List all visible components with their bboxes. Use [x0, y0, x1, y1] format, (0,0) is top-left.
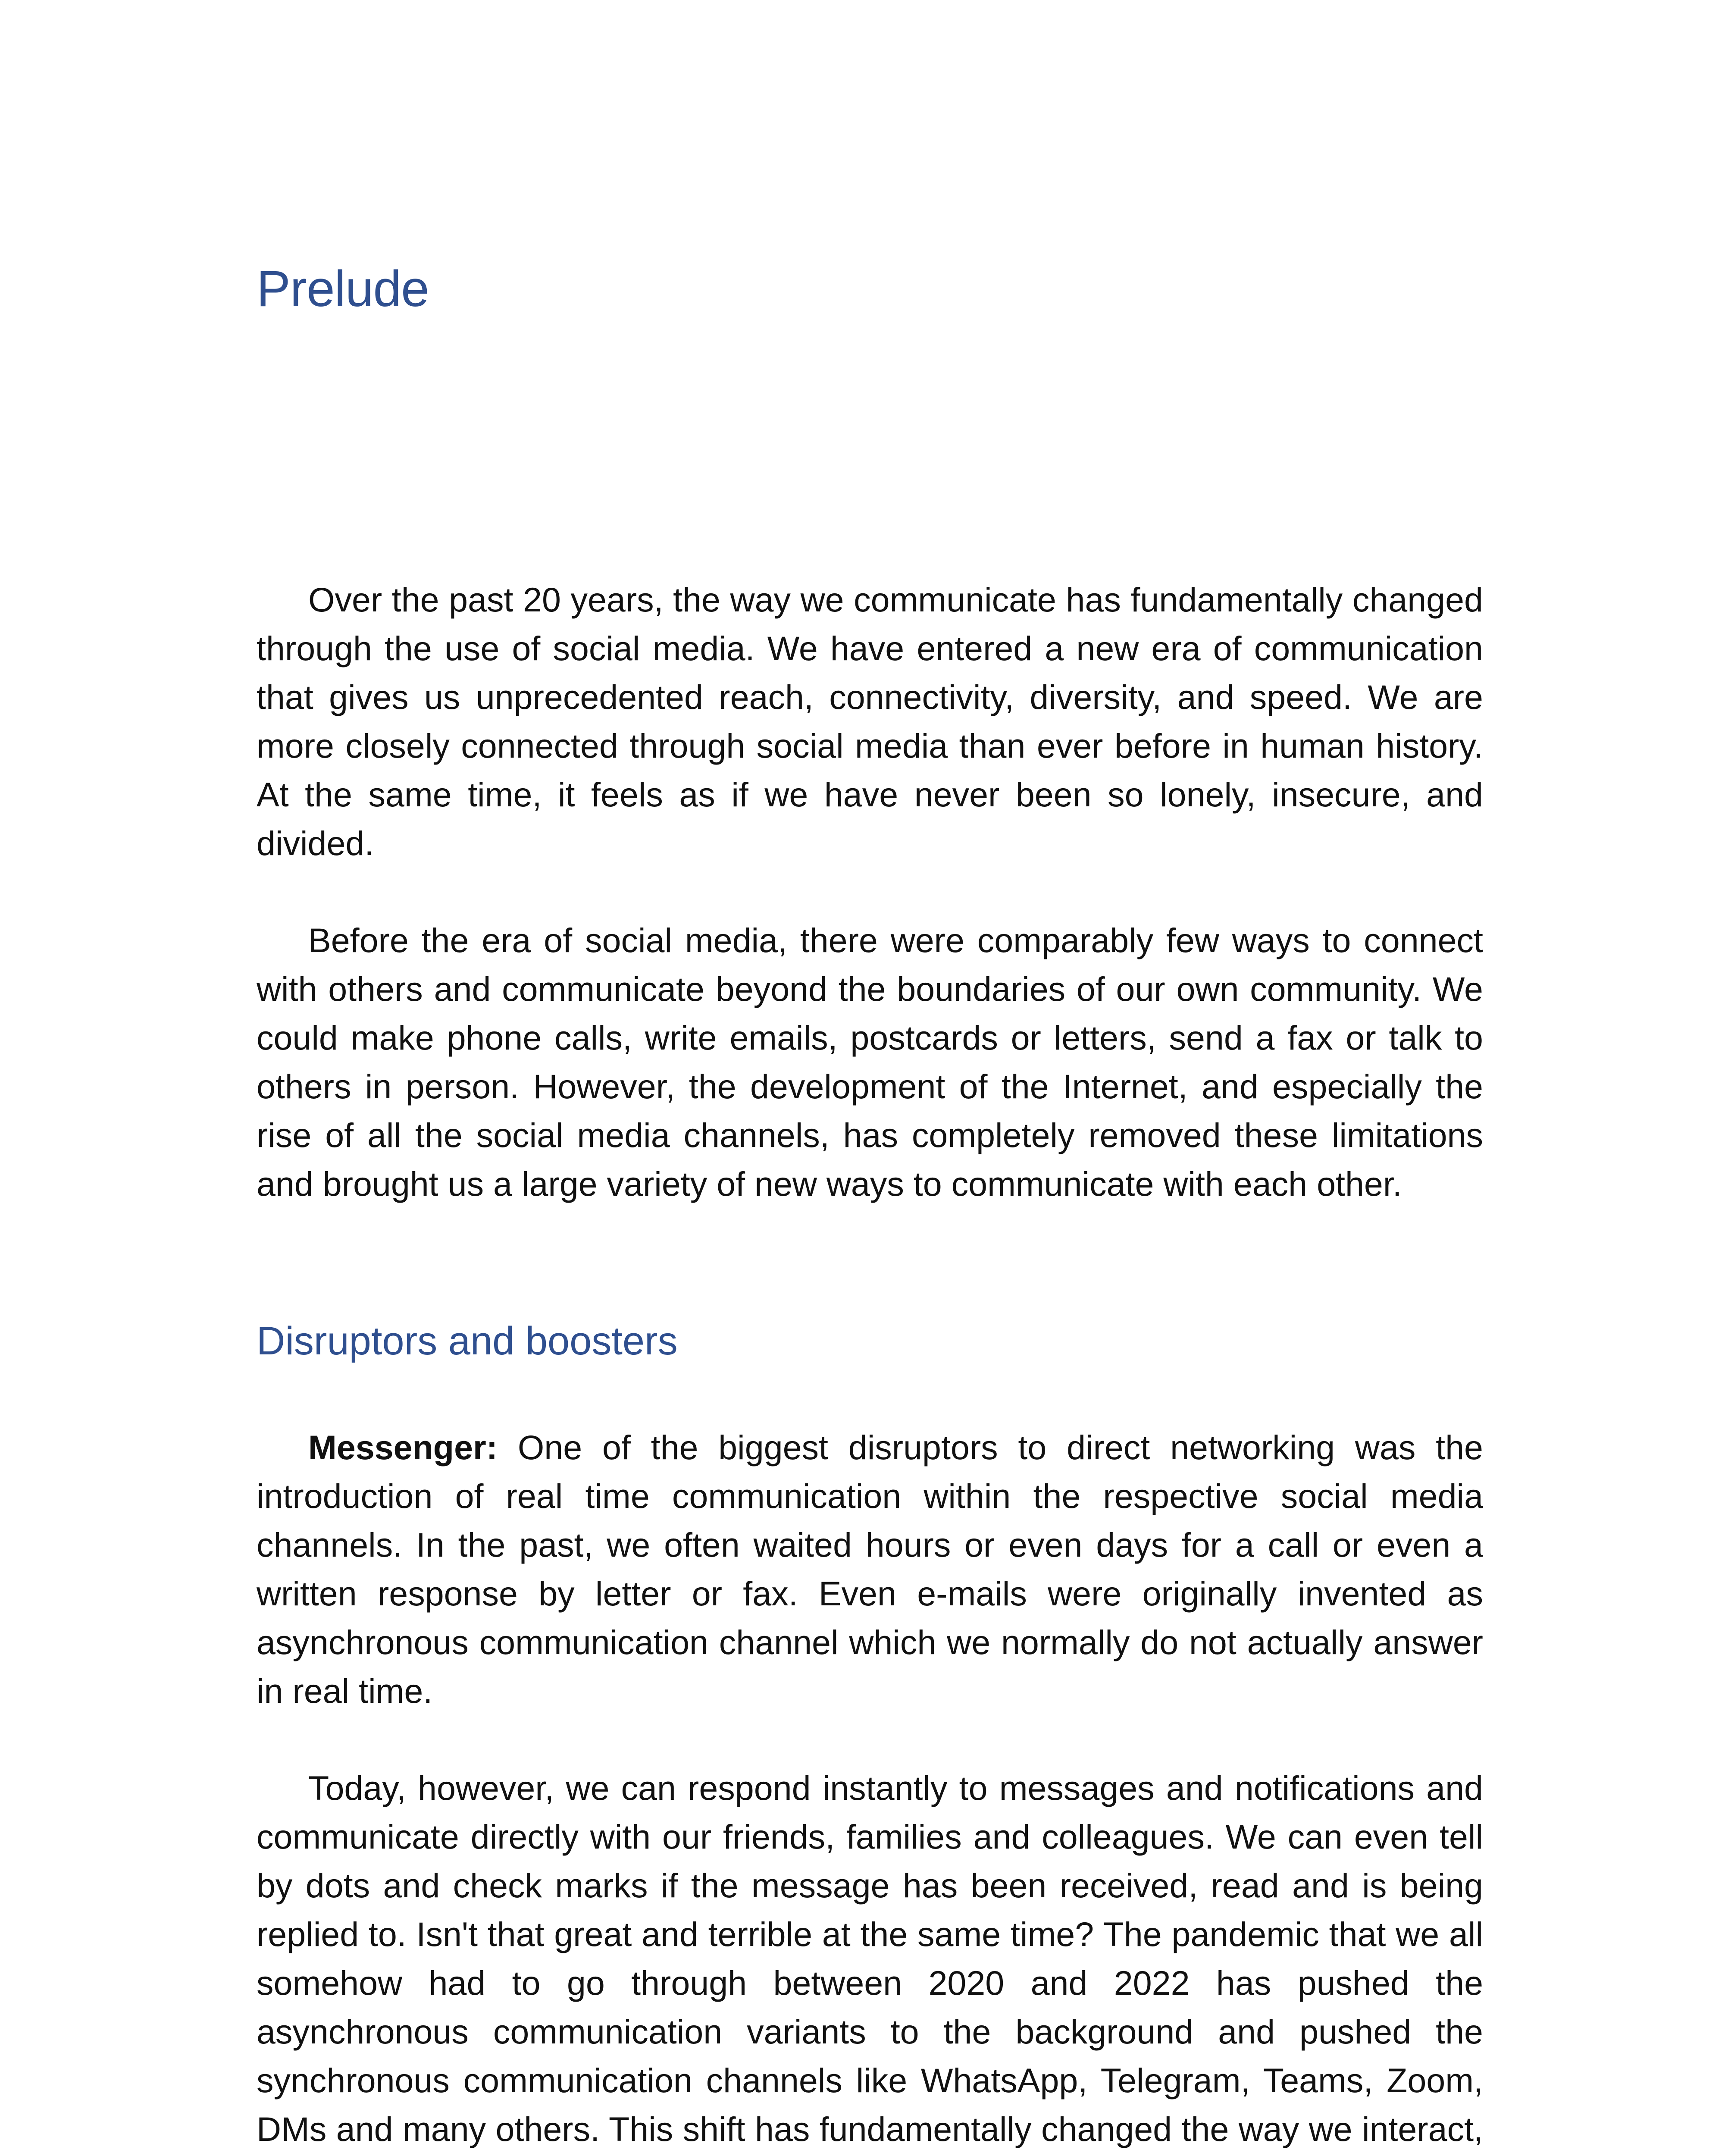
- paragraph-lead-term: Messenger:: [308, 1428, 498, 1467]
- intro-paragraph-1: Over the past 20 years, the way we communicate has fundamentally changed through the use of social media. We have entered a new era of communication that gives us unprecedented reach, connectivity, diversity, and speed. We are more closely connected through social media than ever before in human history. At the same time, it feels as if we have never been so lonely, insecure, and divided.: [257, 580, 1483, 862]
- section-heading: Disruptors and boosters: [257, 1319, 678, 1363]
- section-paragraph-2: Today, however, we can respond instantly to messages and notifications and communicate directly with our friends, families and colleagues. We can even tell by dots and check marks if the message has been received, read and is being replied to. Isn't that great and terrible at the same time? The pandemic that we all somehow had to go through between 2020 and 2022 has pushed the asynchronous communication variants to the background and pushed the synchronous communication channels like WhatsApp, Telegram, Teams, Zoom, DMs and many others. This shift has fundamentally changed the way we interact,: [257, 1769, 1483, 2148]
- section-paragraph-2-block: [257, 1764, 1483, 2156]
- intro-paragraph-1-block: [257, 575, 1483, 868]
- section-paragraph-1-text: One of the biggest disruptors to direct networking was the introduction of real time communication within the respective social media channels. In the past, we often waited hours or even days for a call or even a written response by letter or fax. Even e-mails were originally invented as asynchronous communication channel which we normally do not actually answer in real time.: [257, 1428, 1483, 1710]
- section-paragraph-1-block: [257, 1423, 1483, 1715]
- chapter-title: Prelude: [257, 260, 429, 317]
- intro-paragraph-2-block: [257, 916, 1483, 1208]
- section-paragraph-1: [257, 1423, 1483, 1715]
- intro-paragraph-2: Before the era of social media, there were comparably few ways to connect with others and communicate beyond the boundaries of our own community. We could make phone calls, write emails, postcards or letters, send a fax or talk to others in person. However, the development of the Internet, and especially the rise of all the social media channels, has completely removed these limitations and brought us a large variety of new ways to communicate with each other.: [257, 921, 1483, 1203]
